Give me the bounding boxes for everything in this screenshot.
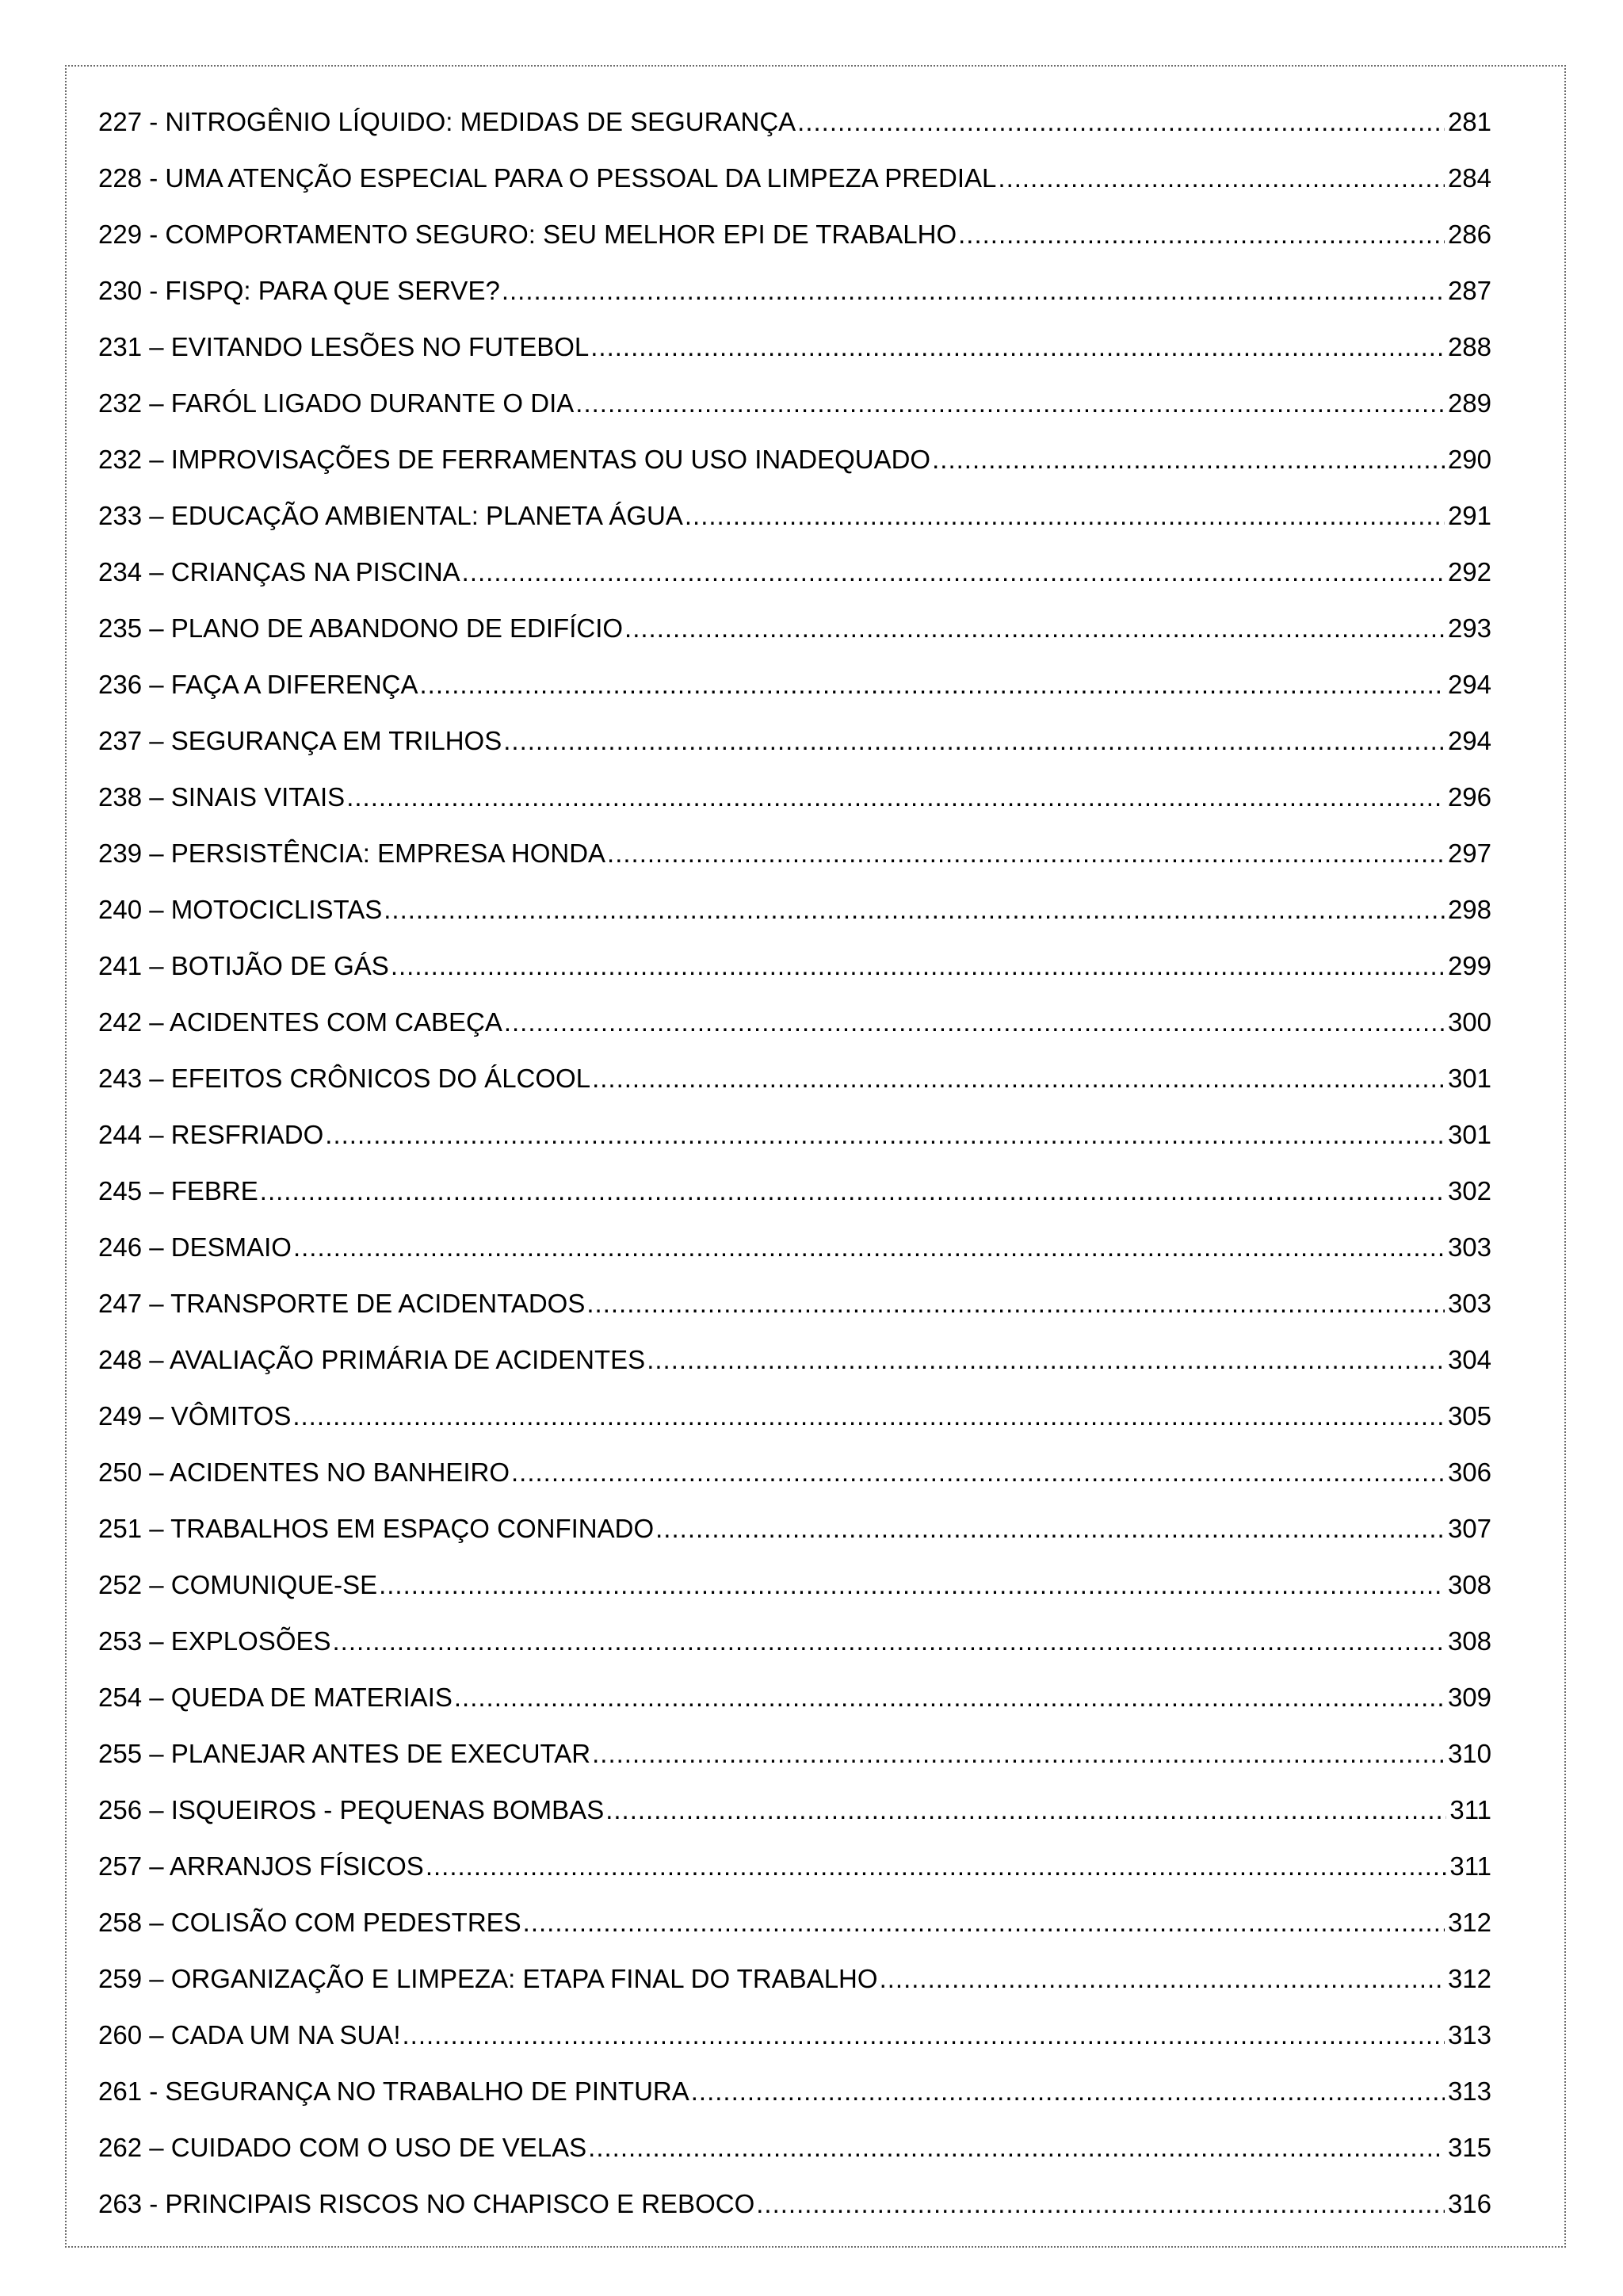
toc-entry-title: 228 - UMA ATENÇÃO ESPECIAL PARA O PESSOAL DA LIMPEZA PREDIAL	[98, 163, 997, 193]
toc-entry-title: 244 – RESFRIADO	[98, 1120, 324, 1149]
toc-entry-title: 239 – PERSISTÊNCIA: EMPRESA HONDA	[98, 839, 606, 868]
toc-entry-page-number: 287	[1447, 276, 1491, 305]
toc-entry-title: 262 – CUIDADO COM O USO DE VELAS	[98, 2133, 587, 2162]
toc-entry[interactable]	[98, 1500, 1491, 1557]
dot-leader	[756, 2176, 1445, 2232]
toc-entry-page-number: 290	[1447, 445, 1491, 474]
toc-entry-title: 229 - COMPORTAMENTO SEGURO: SEU MELHOR EPI DE TRABALHO	[98, 220, 957, 249]
toc-entry[interactable]	[98, 375, 1491, 431]
toc-entry-page-number: 301	[1447, 1064, 1491, 1093]
toc-entry[interactable]	[98, 94, 1491, 150]
dot-leader	[260, 1163, 1445, 1219]
toc-entry-page-number: 307	[1447, 1514, 1491, 1543]
dot-leader	[958, 206, 1445, 262]
toc-entry[interactable]	[98, 600, 1491, 656]
dot-leader	[590, 319, 1445, 375]
toc-entry-page-number: 284	[1447, 163, 1491, 193]
toc-entry-page-number: 301	[1447, 1120, 1491, 1149]
dot-leader	[586, 1275, 1445, 1331]
dot-leader	[462, 544, 1445, 600]
toc-entry[interactable]	[98, 656, 1491, 712]
toc-entry-title: 231 – EVITANDO LESÕES NO FUTEBOL	[98, 332, 590, 361]
toc-entry[interactable]	[98, 1838, 1491, 1894]
dot-leader	[647, 1331, 1445, 1388]
toc-entry-title: 249 – VÔMITOS	[98, 1401, 292, 1431]
toc-entry-title: 237 – SEGURANÇA EM TRILHOS	[98, 726, 502, 755]
toc-entry-title: 258 – COLISÃO COM PEDESTRES	[98, 1908, 521, 1937]
toc-entry-title: 259 – ORGANIZAÇÃO E LIMPEZA: ETAPA FINAL DO TRABALHO	[98, 1964, 878, 1993]
dot-leader	[402, 2007, 1444, 2063]
toc-entry-page-number: 286	[1447, 220, 1491, 249]
dot-leader	[503, 712, 1445, 769]
toc-entry[interactable]	[98, 994, 1491, 1050]
toc-entry[interactable]	[98, 2119, 1491, 2176]
dot-leader	[607, 825, 1445, 881]
dot-leader	[454, 1669, 1445, 1725]
toc-entry-title: 230 - FISPQ: PARA QUE SERVE?	[98, 276, 500, 305]
toc-entry[interactable]	[98, 712, 1491, 769]
dot-leader	[998, 150, 1445, 206]
toc-entry[interactable]	[98, 1388, 1491, 1444]
toc-entry-title: 247 – TRANSPORTE DE ACIDENTADOS	[98, 1289, 586, 1318]
toc-entry[interactable]	[98, 544, 1491, 600]
dot-leader	[797, 94, 1445, 150]
toc-entry-title: 246 – DESMAIO	[98, 1232, 292, 1262]
toc-entry[interactable]	[98, 1894, 1491, 1950]
dot-leader	[691, 2063, 1445, 2119]
dot-leader	[384, 881, 1445, 938]
toc-entry-page-number: 293	[1447, 613, 1491, 643]
toc-entry-title: 250 – ACIDENTES NO BANHEIRO	[98, 1457, 510, 1487]
toc-entry[interactable]	[98, 1613, 1491, 1669]
toc-entry-title: 248 – AVALIAÇÃO PRIMÁRIA DE ACIDENTES	[98, 1345, 646, 1374]
toc-entry[interactable]	[98, 2176, 1491, 2232]
dot-leader	[292, 1388, 1445, 1444]
dot-leader	[346, 769, 1445, 825]
toc-entry-page-number: 311	[1449, 1851, 1491, 1881]
dot-leader	[880, 1950, 1445, 2007]
toc-entry-title: 253 – EXPLOSÕES	[98, 1626, 331, 1656]
toc-entry-page-number: 305	[1447, 1401, 1491, 1431]
toc-entry-title: 241 – BOTIJÃO DE GÁS	[98, 951, 389, 980]
toc-entry[interactable]	[98, 769, 1491, 825]
toc-entry-title: 238 – SINAIS VITAIS	[98, 782, 346, 812]
toc-entry-page-number: 300	[1447, 1007, 1491, 1037]
dot-leader	[588, 2119, 1445, 2176]
toc-entry-page-number: 281	[1447, 107, 1491, 136]
dot-leader	[504, 994, 1445, 1050]
toc-entry[interactable]	[98, 1444, 1491, 1500]
dot-leader	[624, 600, 1445, 656]
toc-entry[interactable]	[98, 938, 1491, 994]
dot-leader	[333, 1613, 1445, 1669]
toc-entry[interactable]	[98, 487, 1491, 544]
toc-entry-page-number: 291	[1447, 501, 1491, 530]
toc-entry[interactable]	[98, 1557, 1491, 1613]
toc-entry-page-number: 308	[1447, 1626, 1491, 1656]
toc-entry-page-number: 315	[1447, 2133, 1491, 2162]
toc-entry-title: 232 – IMPROVISAÇÕES DE FERRAMENTAS OU USO INADEQUADO	[98, 445, 931, 474]
toc-entry[interactable]	[98, 1669, 1491, 1725]
toc-entry[interactable]	[98, 2007, 1491, 2063]
toc-entry-title: 243 – EFEITOS CRÔNICOS DO ÁLCOOL	[98, 1064, 591, 1093]
toc-entry[interactable]	[98, 2063, 1491, 2119]
toc-entry-title: 234 – CRIANÇAS NA PISCINA	[98, 557, 460, 586]
toc-entry-page-number: 313	[1447, 2076, 1491, 2106]
toc-entry-page-number: 292	[1447, 557, 1491, 586]
dot-leader	[655, 1500, 1445, 1557]
toc-entry-page-number: 298	[1447, 895, 1491, 924]
dot-leader	[685, 487, 1445, 544]
toc-entry[interactable]	[98, 825, 1491, 881]
toc-entry[interactable]	[98, 431, 1491, 487]
toc-entry[interactable]	[98, 881, 1491, 938]
toc-entry[interactable]	[98, 319, 1491, 375]
dot-leader	[391, 938, 1445, 994]
table-of-contents	[98, 94, 1491, 2232]
toc-entry-page-number: 303	[1447, 1232, 1491, 1262]
toc-entry-title: 236 – FAÇA A DIFERENÇA	[98, 670, 418, 699]
dot-leader	[511, 1444, 1445, 1500]
dot-leader	[420, 656, 1445, 712]
dot-leader	[379, 1557, 1445, 1613]
toc-entry[interactable]	[98, 1275, 1491, 1331]
toc-entry-page-number: 302	[1447, 1176, 1491, 1205]
toc-entry[interactable]	[98, 1725, 1491, 1782]
toc-entry-page-number: 296	[1447, 782, 1491, 812]
toc-entry-title: 245 – FEBRE	[98, 1176, 258, 1205]
toc-entry-title: 263 - PRINCIPAIS RISCOS NO CHAPISCO E REBOCO	[98, 2189, 755, 2218]
dot-leader	[575, 375, 1445, 431]
dot-leader	[325, 1106, 1445, 1163]
toc-entry-page-number: 303	[1447, 1289, 1491, 1318]
dot-leader	[502, 262, 1445, 319]
toc-entry-title: 235 – PLANO DE ABANDONO DE EDIFÍCIO	[98, 613, 624, 643]
dot-leader	[605, 1782, 1446, 1838]
toc-entry-title: 251 – TRABALHOS EM ESPAÇO CONFINADO	[98, 1514, 655, 1543]
toc-entry-title: 232 – FARÓL LIGADO DURANTE O DIA	[98, 388, 575, 418]
toc-entry[interactable]	[98, 1106, 1491, 1163]
toc-entry-page-number: 312	[1447, 1964, 1491, 1993]
dot-leader	[523, 1894, 1445, 1950]
toc-entry[interactable]	[98, 206, 1491, 262]
toc-entry-title: 255 – PLANEJAR ANTES DE EXECUTAR	[98, 1739, 591, 1768]
toc-entry-page-number: 313	[1447, 2020, 1491, 2050]
dot-leader	[293, 1219, 1445, 1275]
toc-entry-page-number: 294	[1447, 726, 1491, 755]
toc-entry[interactable]	[98, 1050, 1491, 1106]
toc-entry[interactable]	[98, 262, 1491, 319]
toc-entry-title: 240 – MOTOCICLISTAS	[98, 895, 383, 924]
toc-entry[interactable]	[98, 1782, 1491, 1838]
toc-entry-page-number: 316	[1447, 2189, 1491, 2218]
toc-entry-page-number: 294	[1447, 670, 1491, 699]
toc-entry-title: 233 – EDUCAÇÃO AMBIENTAL: PLANETA ÁGUA	[98, 501, 683, 530]
toc-entry-page-number: 306	[1447, 1457, 1491, 1487]
toc-entry[interactable]	[98, 1219, 1491, 1275]
toc-entry-page-number: 309	[1447, 1683, 1491, 1712]
toc-entry-page-number: 299	[1447, 951, 1491, 980]
toc-entry[interactable]	[98, 1331, 1491, 1388]
toc-entry[interactable]	[98, 1950, 1491, 2007]
toc-entry-title: 257 – ARRANJOS FÍSICOS	[98, 1851, 424, 1881]
toc-entry-title: 260 – CADA UM NA SUA!	[98, 2020, 401, 2050]
toc-entry-title: 252 – COMUNIQUE-SE	[98, 1570, 378, 1599]
toc-entry-page-number: 297	[1447, 839, 1491, 868]
dot-leader	[592, 1725, 1445, 1782]
toc-entry-page-number: 308	[1447, 1570, 1491, 1599]
toc-entry-page-number: 310	[1447, 1739, 1491, 1768]
toc-entry-page-number: 312	[1447, 1908, 1491, 1937]
toc-entry-page-number: 304	[1447, 1345, 1491, 1374]
dot-leader	[592, 1050, 1445, 1106]
toc-entry-title: 261 - SEGURANÇA NO TRABALHO DE PINTURA	[98, 2076, 689, 2106]
toc-entry-page-number: 289	[1447, 388, 1491, 418]
toc-entry-page-number: 311	[1449, 1795, 1491, 1824]
toc-entry-title: 227 - NITROGÊNIO LÍQUIDO: MEDIDAS DE SEGURANÇA	[98, 107, 796, 136]
dot-leader	[932, 431, 1445, 487]
toc-entry-title: 254 – QUEDA DE MATERIAIS	[98, 1683, 453, 1712]
toc-entry-title: 256 – ISQUEIROS - PEQUENAS BOMBAS	[98, 1795, 605, 1824]
toc-entry[interactable]	[98, 1163, 1491, 1219]
dot-leader	[426, 1838, 1447, 1894]
toc-entry[interactable]	[98, 150, 1491, 206]
toc-entry-title: 242 – ACIDENTES COM CABEÇA	[98, 1007, 502, 1037]
toc-entry-page-number: 288	[1447, 332, 1491, 361]
